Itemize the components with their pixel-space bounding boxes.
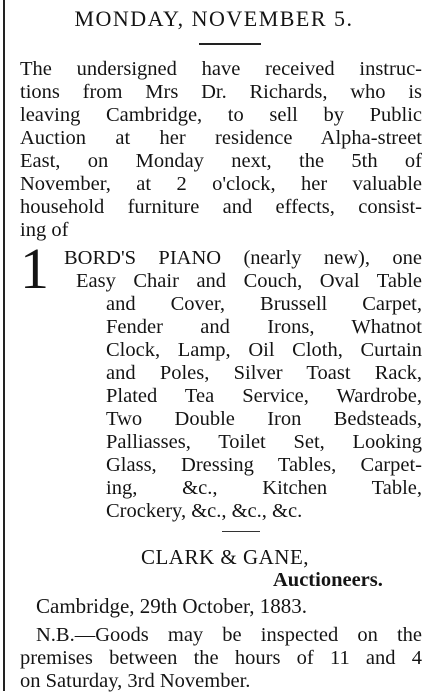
intro-line: November, at 2 o'clock, her valuable [20,173,422,195]
item-line: BORD'S PIANO (nearly new), one [64,247,422,269]
item-line: Clock, Lamp, Oil Cloth, Curtain [106,339,422,361]
auctioneer-role: Auctioneers. [273,569,383,591]
item-line: Palliasses, Toilet Set, Looking [106,431,422,453]
intro-paragraph [20,58,422,242]
column-border-left [3,0,5,691]
item-line: and Poles, Silver Toast Rack, [106,362,422,384]
note-line: premises between the hours of 11 and 4 [20,647,422,669]
item-list [64,247,422,523]
intro-line: ing of [20,219,69,241]
section-rule [222,531,260,532]
intro-line: household furniture and effects, consist- [20,196,422,218]
note-line: N.B.—Goods may be inspected on the [36,624,422,646]
intro-line: The undersigned have received instruc- [20,58,422,80]
item-line: ing, &c., Kitchen Table, [106,477,422,499]
intro-line: East, on Monday next, the 5th of [20,150,422,172]
intro-line: tions from Mrs Dr. Richards, who is [20,81,422,103]
item-line: Two Double Iron Bedsteads, [106,408,422,430]
intro-line: leaving Cambridge, to sell by Public [20,104,422,126]
sale-date-heading: MONDAY, NOVEMBER 5. [74,6,354,31]
heading-rule [199,43,261,45]
item-line: Plated Tea Service, Wardrobe, [106,385,422,407]
item-line: Easy Chair and Couch, Oval Table [76,270,422,292]
auctioneer-firm: CLARK & GANE, [140,545,310,569]
note-line: on Saturday, 3rd November. [20,670,251,692]
item-line: Glass, Dressing Tables, Carpet- [106,454,422,476]
drop-cap-numeral: 1 [20,236,49,301]
intro-line: Auction at her residence Alpha-street [20,127,422,149]
inspection-note [20,624,422,693]
item-line: and Cover, Brussell Carpet, [106,293,422,315]
item-line: Crockery, &c., &c., &c. [106,500,303,522]
dateline: Cambridge, 29th October, 1883. [36,594,307,618]
item-line: Fender and Irons, Whatnot [106,316,422,338]
